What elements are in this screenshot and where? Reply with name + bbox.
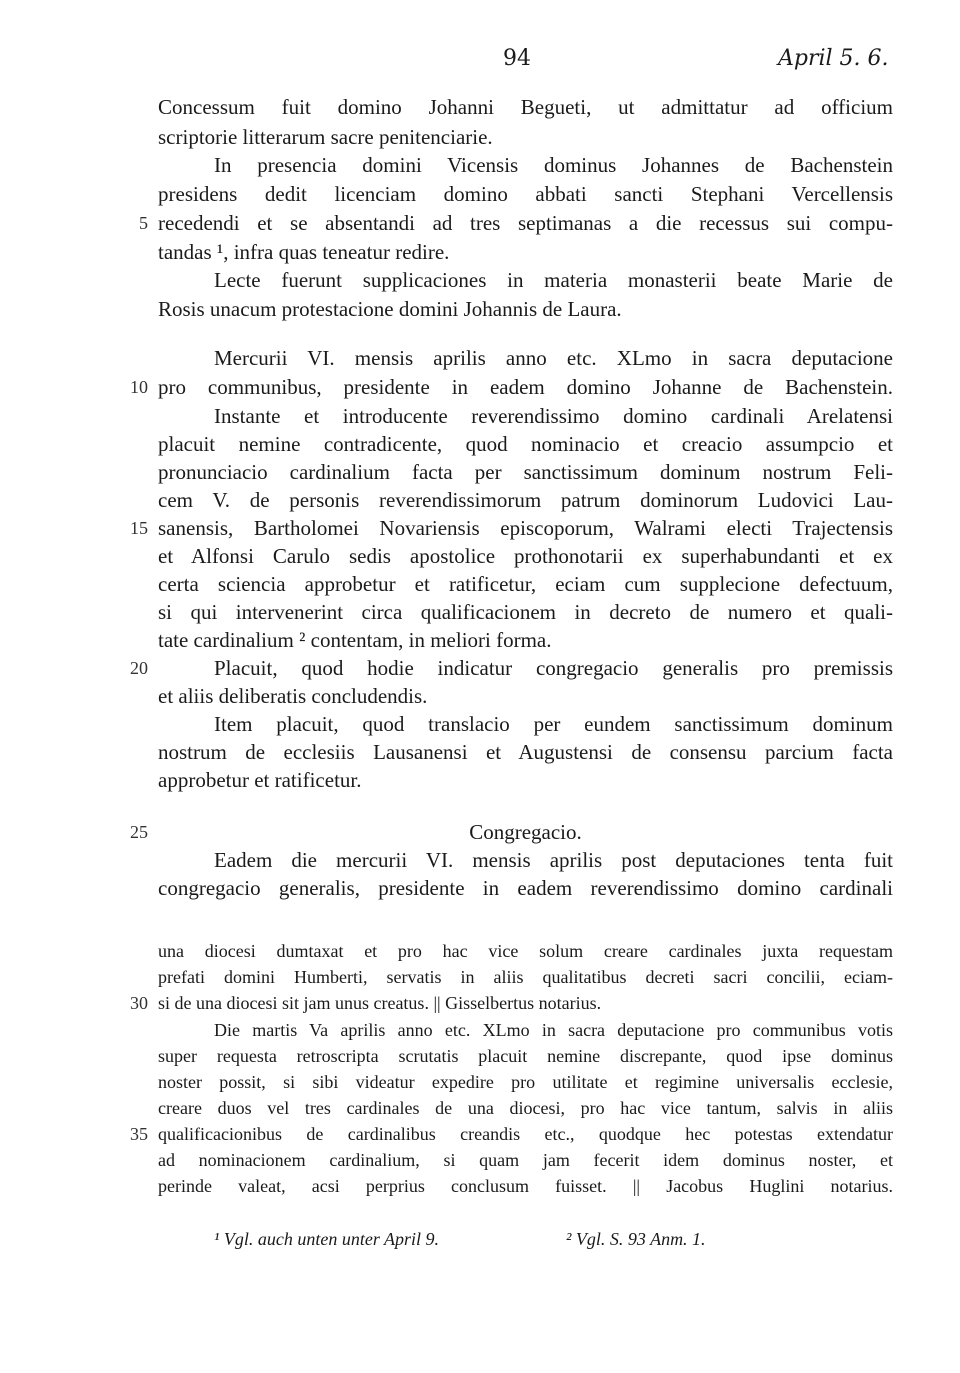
text-line: cem V. de personis reverendissimorum patrum dominorum Ludovici Lau-	[158, 488, 893, 512]
text-line: Eadem die mercurii VI. mensis aprilis post deputaciones tenta fuit	[214, 848, 893, 872]
page-number: 94	[503, 46, 531, 71]
text-line: Placuit, quod hodie indicatur congregacio generalis pro premissis	[214, 656, 893, 680]
text-line: si qui intervenerint circa qualificacionem in decreto de numero et quali-	[158, 600, 893, 624]
text-line: et aliis deliberatis concludendis.	[158, 684, 428, 708]
text-line: In presencia domini Vicensis dominus Johannes de Bachenstein	[214, 153, 893, 177]
note-line: qualificacionibus de cardinalibus creandis etc., quodque hec potestas extendatur	[158, 1124, 893, 1144]
note-line: prefati domini Humberti, servatis in aliis qualitatibus decreti sacri concilii, eciam-	[158, 967, 893, 987]
text-line: congregacio generalis, presidente in eadem reverendissimo domino cardinali	[158, 876, 893, 900]
note-line: creare duos vel tres cardinales de una diocesi, pro hac vice tantum, salvis in aliis	[158, 1098, 893, 1118]
text-line: sanensis, Bartholomei Novariensis episcoporum, Walrami electi Trajectensis	[158, 516, 893, 540]
text-line: placuit nemine contradicente, quod nominacio et creacio assumpcio et	[158, 432, 893, 456]
text-line: Concessum fuit domino Johanni Begueti, ut admittatur ad officium	[158, 95, 893, 119]
note-line: perinde valeat, acsi perprius conclusum fuisset. || Jacobus Huglini notarius.	[158, 1176, 893, 1196]
line-number: 35	[130, 1124, 148, 1144]
note-line: noster possit, si sibi videatur expedire pro utilitate et regimine universalis ecclesie,	[158, 1072, 893, 1092]
text-line: presidens dedit licenciam domino abbati sancti Stephani Vercellensis	[158, 182, 893, 206]
line-number: 10	[130, 377, 148, 397]
text-line: et Alfonsi Carulo sedis apostolice prothonotarii ex superhabundanti et ex	[158, 544, 893, 568]
running-date: April 5. 6.	[778, 46, 889, 71]
text-line: Item placuit, quod translacio per eundem sanctissimum dominum	[214, 712, 893, 736]
text-line: nostrum de ecclesiis Lausanensi et Augustensi de consensu parcium facta	[158, 740, 893, 764]
text-line: Instante et introducente reverendissimo domino cardinali Arelatensi	[214, 404, 893, 428]
note-line: ad nominacionem cardinalium, si quam jam fecerit idem dominus noster, et	[158, 1150, 893, 1170]
page-header	[0, 46, 960, 76]
text-line: Lecte fuerunt supplicaciones in materia monasterii beate Marie de	[214, 268, 893, 292]
text-line: approbetur et ratificetur.	[158, 768, 362, 792]
note-line: una diocesi dumtaxat et pro hac vice solum creare cardinales juxta requestam	[158, 941, 893, 961]
text-line: scriptorie litterarum sacre penitenciarie.	[158, 125, 493, 149]
text-line: recedendi et se absentandi ad tres septimanas a die recessus sui compu-	[158, 211, 893, 235]
line-number: 15	[130, 518, 148, 538]
line-number: 25	[130, 822, 148, 842]
line-number: 5	[139, 213, 148, 233]
footnote-1: ¹ Vgl. auch unten unter April 9.	[214, 1229, 440, 1249]
note-line: si de una diocesi sit jam unus creatus. || Gisselbertus notarius.	[158, 993, 602, 1013]
note-line: Die martis Va aprilis anno etc. XLmo in sacra deputacione pro communibus votis	[214, 1020, 893, 1040]
line-number: 30	[130, 993, 148, 1013]
line-number: 20	[130, 658, 148, 678]
text-line: pro communibus, presidente in eadem domino Johanne de Bachenstein.	[158, 375, 893, 399]
footnote-2: ² Vgl. S. 93 Anm. 1.	[566, 1229, 706, 1249]
text-line: pronunciacio cardinalium facta per sanctissimum dominum nostrum Feli-	[158, 460, 893, 484]
text-line: tandas ¹, infra quas teneatur redire.	[158, 240, 450, 264]
section-heading: Congregacio.	[469, 820, 582, 844]
text-line: Mercurii VI. mensis aprilis anno etc. XLmo in sacra deputacione	[214, 346, 893, 370]
text-line: Rosis unacum protestacione domini Johannis de Laura.	[158, 297, 622, 321]
note-line: super requesta retroscripta scrutatis placuit nemine discrepante, quod ipse dominus	[158, 1046, 893, 1066]
text-line: certa sciencia approbetur et ratificetur, eciam cum supplecione defectuum,	[158, 572, 893, 596]
text-line: tate cardinalium ² contentam, in meliori forma.	[158, 628, 552, 652]
